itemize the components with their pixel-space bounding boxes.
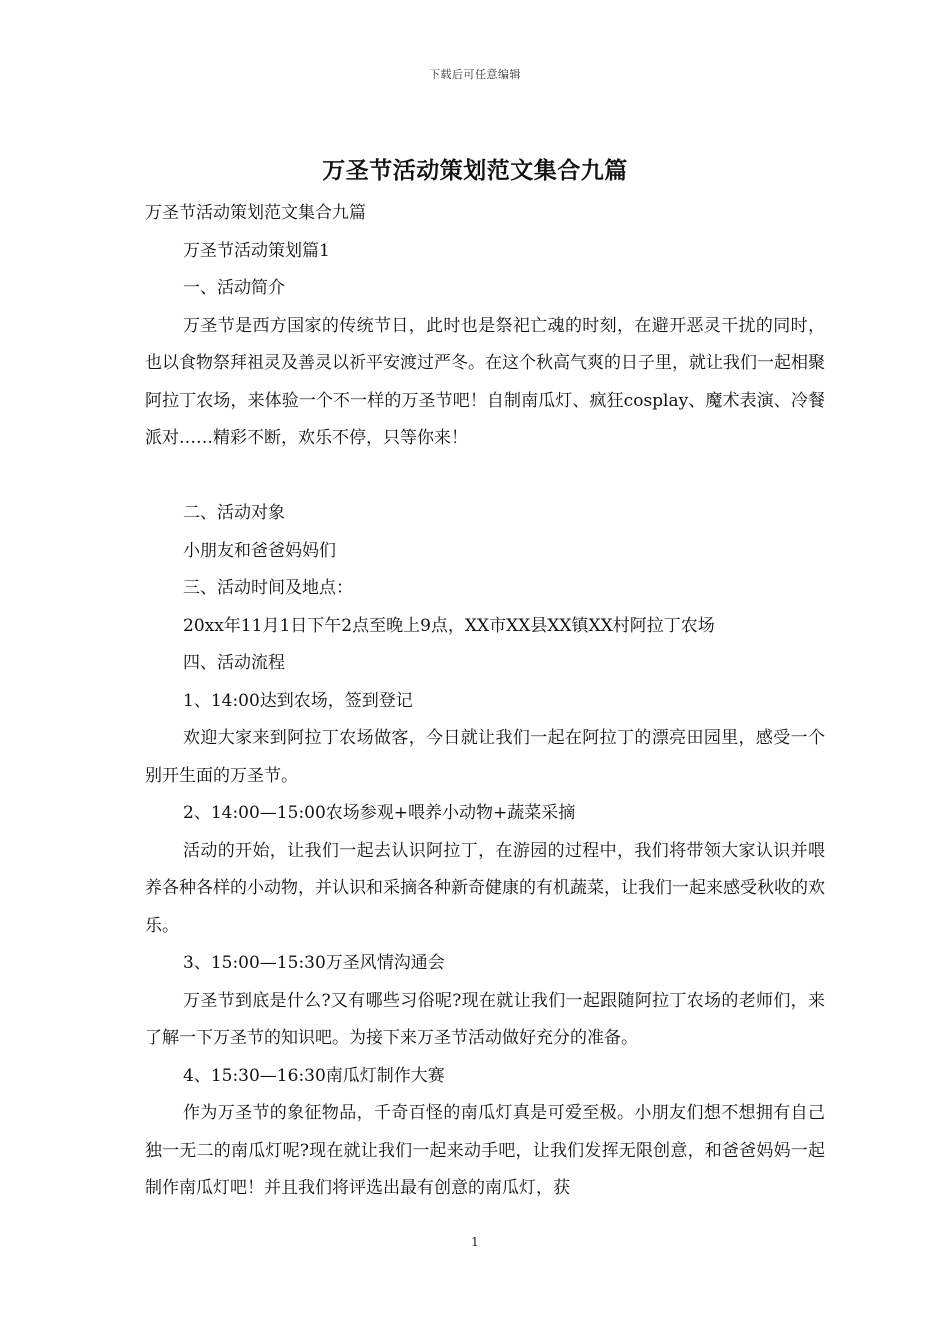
body-paragraph: 作为万圣节的象征物品，千奇百怪的南瓜灯真是可爱至极。小朋友们想不想拥有自己独一无二的南瓜灯呢?现在就让我们一起来动手吧，让我们发挥无限创意，和爸爸妈妈一起制作南瓜灯吧！并且我们将评选出最有创意的南瓜灯，获 bbox=[145, 1103, 825, 1198]
page-header: 下载后可任意编辑 bbox=[429, 68, 521, 81]
section-heading: 三、活动时间及地点： bbox=[183, 578, 353, 598]
section-heading: 一、活动简介 bbox=[183, 278, 285, 298]
schedule-item: 3、15:00—15:30万圣风情沟通会 bbox=[183, 953, 445, 973]
blank-line bbox=[145, 458, 825, 496]
body-paragraph: 欢迎大家来到阿拉丁农场做客，今日就让我们一起在阿拉丁的漂亮田园里，感受一个别开生面的万圣节。 bbox=[145, 728, 825, 786]
body-paragraph: 万圣节是西方国家的传统节日，此时也是祭祀亡魂的时刻，在避开恶灵干扰的同时，也以食物祭拜祖灵及善灵以祈平安渡过严冬。在这个秋高气爽的日子里，就让我们一起相聚阿拉丁农场，来体验一个不一样的万圣节吧！自制南瓜灯、疯狂cosplay、魔术表演、冷餐派对……精彩不断，欢乐不停，只等你来！ bbox=[145, 315, 825, 448]
body-paragraph: 小朋友和爸爸妈妈们 bbox=[183, 540, 336, 561]
body-paragraph: 活动的开始，让我们一起去认识阿拉丁，在游园的过程中，我们将带领大家认识并喂养各种各样的小动物，并认识和采摘各种新奇健康的有机蔬菜，让我们一起来感受秋收的欢乐。 bbox=[145, 840, 825, 936]
document-title: 万圣节活动策划范文集合九篇 bbox=[322, 157, 628, 184]
document-body bbox=[145, 195, 825, 1208]
section-heading: 四、活动流程 bbox=[183, 653, 285, 673]
body-paragraph: 20xx年11月1日下午2点至晚上9点，XX市XX县XX镇XX村阿拉丁农场 bbox=[183, 615, 715, 636]
section-heading: 万圣节活动策划篇1 bbox=[183, 240, 330, 261]
schedule-item: 1、14:00达到农场，签到登记 bbox=[183, 690, 413, 711]
body-paragraph: 万圣节到底是什么?又有哪些习俗呢?现在就让我们一起跟随阿拉丁农场的老师们，来了解一下万圣节的知识吧。为接下来万圣节活动做好充分的准备。 bbox=[145, 990, 825, 1048]
schedule-item: 4、15:30—16:30南瓜灯制作大赛 bbox=[183, 1065, 445, 1086]
page-number: 1 bbox=[471, 1235, 479, 1249]
section-heading: 二、活动对象 bbox=[183, 503, 285, 523]
subtitle-paragraph: 万圣节活动策划范文集合九篇 bbox=[145, 203, 366, 223]
schedule-item: 2、14:00—15:00农场参观+喂养小动物+蔬菜采摘 bbox=[183, 803, 576, 823]
